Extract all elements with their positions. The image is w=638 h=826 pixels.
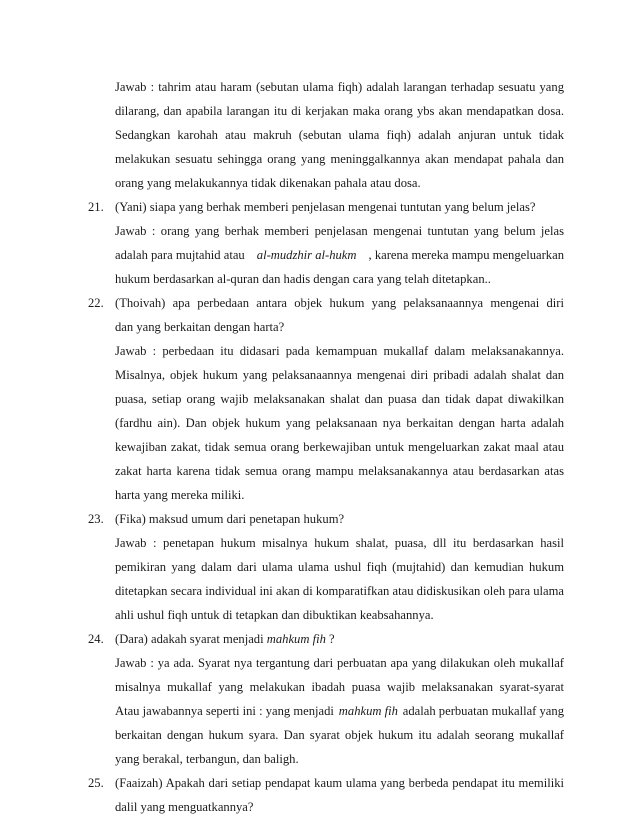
answer-24-text-a: Atau jawabannya seperti ini : yang menjadi <box>115 704 334 718</box>
answer-24-line-2: misalnya mukallaf yang melakukan ibadah puasa wajib melaksanakan syarat-syarat <box>115 680 564 694</box>
answer-20-line-3: Sedangkan karohah atau makruh (sebutan ulama fiqh) adalah anjuran untuk tidak <box>115 128 564 142</box>
question-24-text: (Dara) adakah syarat menjadi <box>115 632 264 646</box>
question-24-term: mahkum fih <box>266 632 326 646</box>
answer-24-term: mahkum fih <box>338 704 398 718</box>
answer-24-line-5: yang berakal, terbangun, dan baligh. <box>115 752 299 766</box>
answer-22-line-6: zakat harta karena tidak semua orang mampu melaksanakannya atau berdasarkan atas <box>115 464 564 478</box>
question-22-line-1: (Thoivah) apa perbedaan antara objek hukum yang pelaksanaannya mengenai diri <box>115 296 564 310</box>
question-23: (Fika) maksud umum dari penetapan hukum? <box>115 512 345 526</box>
question-25-line-1: (Faaizah) Apakah dari setiap pendapat kaum ulama yang berbeda pendapat itu memiliki <box>115 776 564 790</box>
item-number-22: 22. <box>88 296 104 310</box>
answer-23-line-1: Jawab : penetapan hukum misalnya hukum shalat, puasa, dll itu berdasarkan hasil <box>115 536 564 550</box>
answer-21-line-1: Jawab : orang yang berhak memberi penjelasan mengenai tuntutan yang belum jelas <box>115 224 564 238</box>
answer-21-line-3: hukum berdasarkan al-quran dan hadis dengan cara yang telah ditetapkan.. <box>115 272 491 286</box>
answer-21-term: al-mudzhir al-hukm <box>256 248 357 262</box>
answer-21-line-2 <box>115 247 564 263</box>
item-number-21: 21. <box>88 200 104 214</box>
answer-22-line-1: Jawab : perbedaan itu didasari pada kemampuan mukallaf dalam melaksanakannya. <box>115 344 564 358</box>
answer-23-line-3: ditetapkan secara individual ini akan di komparatifkan atau didiskusikan oleh para ulama <box>115 584 564 598</box>
question-24 <box>115 631 335 647</box>
answer-20-line-1: Jawab : tahrim atau haram (sebutan ulama fiqh) adalah larangan terhadap sesuatu yang <box>115 80 564 94</box>
question-24-mark: ? <box>325 632 335 646</box>
answer-22-line-3: puasa, setiap orang wajib melaksanakan shalat dan puasa dan tidak dapat diwakilkan <box>115 392 564 406</box>
answer-21-text-a: adalah para mujtahid atau <box>115 248 245 262</box>
answer-20-line-4: melakukan sesuatu sehingga orang yang meninggalkannya akan mendapat pahala dan <box>115 152 564 166</box>
item-number-23: 23. <box>88 512 104 526</box>
answer-23-line-4: ahli ushul fiqh untuk di tetapkan dan dibuktikan keabsahannya. <box>115 608 434 622</box>
answer-22-line-2: Misalnya, objek hukum yang pelaksanaannya mengenai diri pribadi adalah shalat dan <box>115 368 564 382</box>
answer-22-line-5: kewajiban zakat, tidak semua orang berkewajiban untuk mengeluarkan zakat maal atau <box>115 440 564 454</box>
answer-20-line-2: dilarang, dan apabila larangan itu di kerjakan maka orang ybs akan mendapatkan dosa. <box>115 104 564 118</box>
answer-20-line-5: orang yang melakukannya tidak dikenakan pahala atau dosa. <box>115 176 421 190</box>
answer-22-line-7: harta yang mereka miliki. <box>115 488 245 502</box>
item-number-24: 24. <box>88 632 104 646</box>
answer-24-text-b: adalah perbuatan mukallaf yang <box>402 704 564 718</box>
question-22-line-2: dan yang berkaitan dengan harta? <box>115 320 285 334</box>
question-25-line-2: dalil yang menguatkannya? <box>115 800 254 814</box>
question-21: (Yani) siapa yang berhak memberi penjelasan mengenai tuntutan yang belum jelas? <box>115 200 536 214</box>
answer-24-line-3 <box>115 703 564 719</box>
answer-23-line-2: pemikiran yang dalam dari ulama ulama ushul fiqh (mujtahid) dan kemudian hukum <box>115 560 564 574</box>
answer-24-line-4: berkaitan dengan hukum syara. Dan syarat objek hukum itu adalah seorang mukallaf <box>115 728 564 742</box>
answer-21-text-b: , karena mereka mampu mengeluarkan <box>368 248 564 262</box>
answer-24-line-1: Jawab : ya ada. Syarat nya tergantung dari perbuatan apa yang dilakukan oleh mukallaf <box>115 656 564 670</box>
answer-22-line-4: (fardhu ain). Dan objek hukum yang pelaksanaan nya berkaitan dengan harta adalah <box>115 416 564 430</box>
item-number-25: 25. <box>88 776 104 790</box>
